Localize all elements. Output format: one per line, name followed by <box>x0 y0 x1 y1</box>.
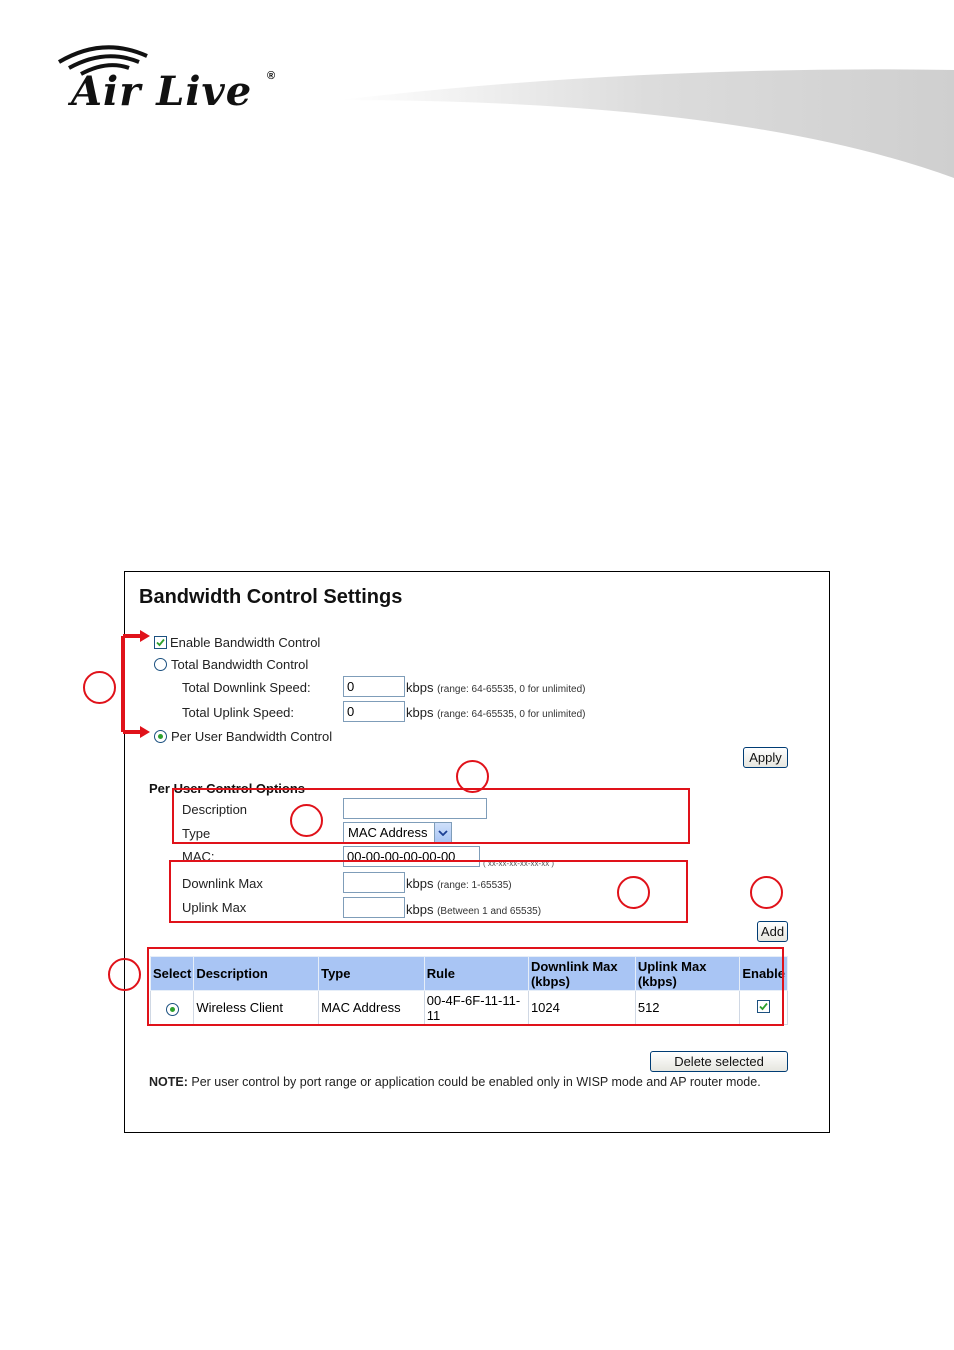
row-downlink: 1024 <box>528 991 635 1025</box>
description-label: Description <box>182 802 248 817</box>
mac-label: MAC: <box>182 849 215 864</box>
panel-title: Bandwidth Control Settings <box>139 586 403 608</box>
total-uplink-label: Total Uplink Speed: <box>182 705 295 720</box>
per-user-bandwidth-row[interactable] <box>154 729 332 744</box>
apply-button[interactable]: Apply <box>743 747 788 768</box>
header-enable: Enable <box>740 957 788 991</box>
bandwidth-control-panel <box>124 571 830 1133</box>
enable-bandwidth-label: Enable Bandwidth Control <box>170 635 321 650</box>
header-type: Type <box>319 957 425 991</box>
per-user-bandwidth-label: Per User Bandwidth Control <box>171 729 333 744</box>
enable-bandwidth-row[interactable] <box>154 635 320 650</box>
annotation-circle-5 <box>750 876 783 909</box>
row-rule: 00-4F-6F-11-11-11 <box>424 991 528 1025</box>
delete-selected-button[interactable]: Delete selected <box>650 1051 788 1072</box>
uplink-max-unit: kbps (Between 1 and 65535) <box>406 902 542 917</box>
annotation-box-description-type <box>172 788 690 844</box>
total-uplink-hint: (range: 64-65535, 0 for unlimited) <box>437 709 586 720</box>
registered-mark: ® <box>267 70 276 82</box>
add-button[interactable]: Add <box>757 921 788 942</box>
uplink-max-hint: (Between 1 and 65535) <box>437 906 542 917</box>
annotation-circle-6 <box>108 958 141 991</box>
type-select-value: MAC Address <box>348 825 428 840</box>
total-downlink-unit: kbps (range: 64-65535, 0 for unlimited) <box>406 680 586 695</box>
header-description: Description <box>194 957 319 991</box>
per-user-options-heading: Per User Control Options <box>149 781 306 796</box>
total-uplink-input[interactable] <box>343 701 405 722</box>
header-uplink: Uplink Max (kbps) <box>635 957 739 991</box>
mac-hint: ( xx-xx-xx-xx-xx-xx ) <box>483 859 555 868</box>
downlink-max-label: Downlink Max <box>182 876 263 891</box>
header-select: Select <box>151 957 194 991</box>
annotation-box-limits <box>169 860 688 923</box>
header-downlink: Downlink Max (kbps) <box>528 957 635 991</box>
annotation-circle-1 <box>83 671 116 704</box>
annotation-bracket-arrow <box>118 626 178 746</box>
logo-text: Air Live <box>71 68 253 115</box>
total-downlink-input[interactable] <box>343 676 405 697</box>
total-uplink-unit: kbps (range: 64-65535, 0 for unlimited) <box>406 705 586 720</box>
row-description: Wireless Client <box>194 991 319 1025</box>
total-downlink-hint: (range: 64-65535, 0 for unlimited) <box>437 684 586 695</box>
note-text <box>149 1074 789 1090</box>
row-type: MAC Address <box>319 991 425 1025</box>
header-swoosh <box>340 60 954 190</box>
downlink-max-unit: kbps (range: 1-65535) <box>406 876 512 891</box>
total-downlink-label: Total Downlink Speed: <box>182 680 311 695</box>
header-rule: Rule <box>424 957 528 991</box>
annotation-box-table <box>147 947 784 1026</box>
total-bandwidth-label: Total Bandwidth Control <box>171 657 309 672</box>
downlink-max-hint: (range: 1-65535) <box>437 880 512 891</box>
airlive-logo <box>55 40 285 115</box>
type-label: Type <box>182 826 211 841</box>
note-prefix: NOTE: <box>149 1075 188 1089</box>
row-uplink: 512 <box>635 991 739 1025</box>
uplink-max-label: Uplink Max <box>182 900 247 915</box>
note-body: Per user control by port range or application could be enabled only in WISP mode and AP router mode. <box>187 1075 761 1089</box>
